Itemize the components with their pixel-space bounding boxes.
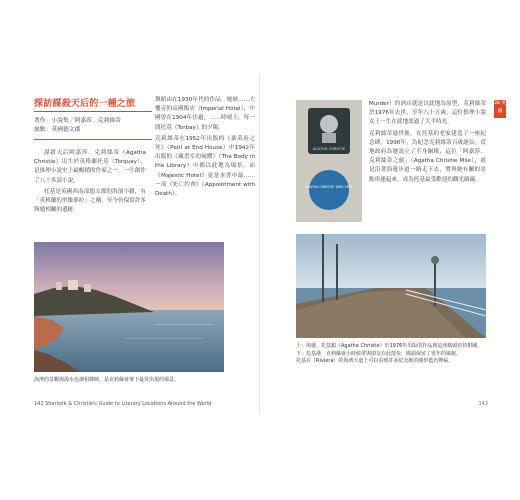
plaque-blue-text: AGATHA CHRISTIE 1890-1976 (305, 185, 353, 189)
paragraph: 托基是英國西南部德文郡的海濱小鎮，有「英格蘭的里維耶拉」之稱，至今仍保留許多與她相關的遺跡。 (34, 188, 146, 214)
section-title: 探訪謀殺天后的一種之旅 (34, 99, 136, 109)
article-meta (34, 117, 121, 135)
seaside-photo (34, 242, 224, 372)
footer-left: 142 Sherlock & Christie's Guide to Literary Locations Around the World (34, 401, 212, 407)
footer-right: 143 (478, 401, 488, 407)
text-column-2 (155, 96, 255, 201)
meta-author: 著作：小說集／阿嘉莎．克莉絲蒂 (34, 118, 121, 124)
text-column-1 (34, 149, 146, 217)
plaque-photo (296, 100, 362, 222)
paragraph: Murder）的酒店就是以此地為原型，克莉絲蒂於1976年去世，享年八十五歲，這位推理小說女王一生在此地度過了大半時光。 (369, 101, 486, 126)
meta-route: 旅點：英國德文郡 (34, 127, 81, 133)
caption-left: 海濱的景觀與海水色調相輝映，是克莉絲蒂筆下最常出現的場景。 (34, 377, 180, 383)
text-column-3 (369, 100, 486, 187)
paragraph: 舞蹈由在1930年代的作品，她被……大樓旁的帝國飯店（Imperial Hotel），中國曾在1904年住過，……時晴主，每一間托基（Torbay）的夕陽。 (155, 97, 255, 131)
title-rule (34, 111, 152, 112)
paragraph: 克莉絲蒂在1952年出版的《桑莫府之死》（Peril at End House）中1942年出版的《藏書室的屍體》（The Body in the Library）中都以此地為場景，而《Majestic Hotel》更是本書中最……一部《死亡約會》（Appointment with Death）。 (155, 135, 255, 198)
caption-line: 上：海邊．托基鎮（Agatha Christie）於1976年出版的作品與這座碼頭密切相關。 (296, 343, 483, 349)
meta-rule (34, 139, 152, 140)
caption-right (296, 343, 488, 366)
chapter-tab: 38 英國 (494, 100, 506, 118)
caption-line: 托基在（Riviera）的海濱大道上可以看到許多紀念她的圓形藍色牌匾。 (296, 358, 454, 365)
paragraph: 謀殺天后阿嘉莎．克莉絲蒂（Agatha Christie）出生於英格蘭托基（Torquay），是推理小說史上最暢銷的作家之一，一生創作了八十多部小說。 (34, 150, 146, 184)
caption-line: 下：托基港．克莉絲蒂小時候常與朋友在此散步，碼頭保留了當年的風貌。 (296, 350, 462, 357)
paragraph: 克莉絲蒂過世後，在托基的老家建造了一座紀念碑。1990年，為紀念克莉絲蒂百歲誕辰，當地政府為她設立了半身銅像，這位「阿嘉莎．克莉絲蒂之旅」（Agatha Christie Mile），就是沿著海邊步道一路走下去，將與她有關的景點串連起來，成為托基最受歡迎的觀光路線。 (369, 130, 486, 183)
plaque-top-text: AGATHA CHRISTIE (312, 147, 346, 151)
book-gutter (259, 74, 260, 414)
pier-photo (296, 234, 486, 338)
